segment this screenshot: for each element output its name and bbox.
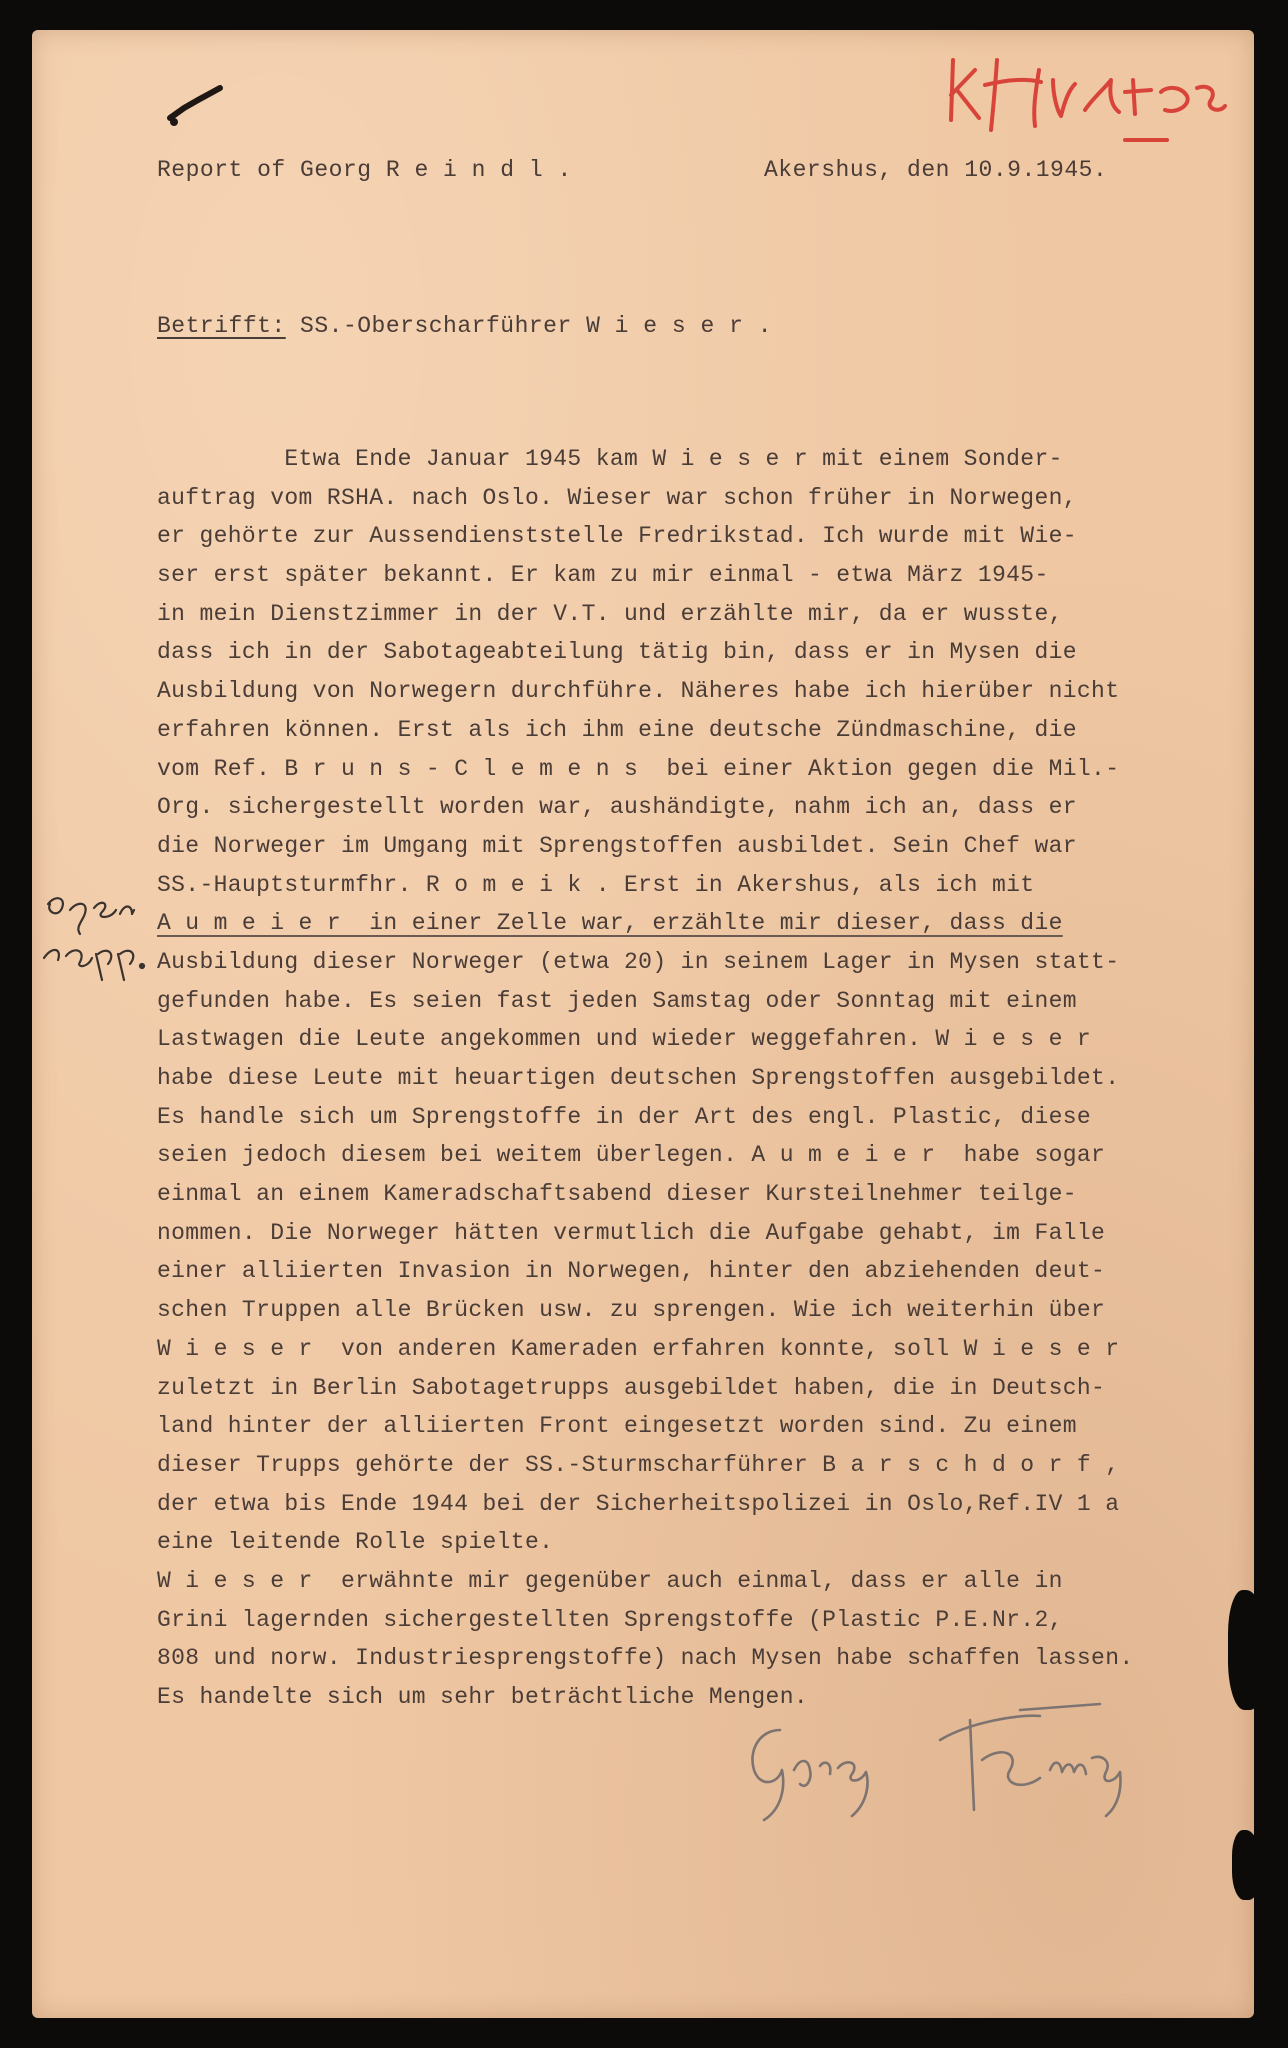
body-line: einmal an einem Kameradschaftsabend dieser Kursteilnehmer teilge- bbox=[157, 1181, 1077, 1208]
body-line: Org. sichergestellt worden war, aushändigte, nahm ich an, dass er bbox=[157, 794, 1077, 821]
subject-text: SS.-Oberscharführer W i e s e r . bbox=[285, 313, 773, 339]
body-line: vom Ref. B r u n s - C l e m e n s bei einer Aktion gegen die Mil.- bbox=[157, 755, 1120, 782]
subject-label: Betrifft: bbox=[157, 313, 286, 339]
body-line: eine leitende Rolle spielte. bbox=[157, 1529, 554, 1556]
body-line: SS.-Hauptsturmfhr. R o m e i k . Erst in Akershus, als ich mit bbox=[157, 871, 1035, 898]
report-date: Akershus, den 10.9.1945. bbox=[764, 157, 1108, 183]
body-line: er gehörte zur Aussendienststelle Fredrikstad. Ich wurde mit Wie- bbox=[157, 523, 1077, 550]
body-line: erfahren können. Erst als ich ihm eine deutsche Zündmaschine, die bbox=[157, 716, 1077, 743]
body-line: Etwa Ende Januar 1945 kam W i e s e r mit einem Sonder- bbox=[157, 446, 1063, 472]
body-line: dieser Trupps gehörte der SS.-Sturmscharführer B a r s c h d o r f , bbox=[157, 1451, 1120, 1478]
body-line: auftrag vom RSHA. nach Oslo. Wieser war schon früher in Norwegen, bbox=[157, 484, 1077, 511]
body-line: schen Truppen alle Brücken usw. zu sprengen. Wie ich weiterhin über bbox=[157, 1297, 1106, 1324]
body-line: nommen. Die Norweger hätten vermutlich die Aufgabe gehabt, im Falle bbox=[157, 1219, 1106, 1246]
body-line: zuletzt in Berlin Sabotagetrupps ausgebildet haben, die in Deutsch- bbox=[157, 1374, 1106, 1401]
body-line: dass ich in der Sabotageabteilung tätig bin, dass er in Mysen die bbox=[157, 639, 1077, 666]
body-line: Ausbildung dieser Norweger (etwa 20) in seinem Lager in Mysen statt- bbox=[157, 948, 1120, 975]
body-line: W i e s e r erwähnte mir gegenüber auch einmal, dass er alle in bbox=[157, 1567, 1063, 1594]
body-line: Lastwagen die Leute angekommen und wieder weggefahren. W i e s e r bbox=[157, 1026, 1092, 1053]
handwritten-red-note bbox=[935, 40, 1235, 150]
handwritten-margin-note bbox=[36, 880, 156, 990]
body-line: habe diese Leute mit heuartigen deutschen Sprengstoffen ausgebildet. bbox=[157, 1065, 1120, 1091]
body-line: Grini lagernden sichergestellten Sprengstoffe (Plastic P.E.Nr.2, bbox=[157, 1606, 1063, 1633]
body-line: A u m e i e r in einer Zelle war, erzählte mir dieser, dass die bbox=[157, 910, 1063, 937]
ink-blot-mark bbox=[160, 80, 240, 130]
body-line: land hinter der alliierten Front eingesetzt worden sind. Zu einem bbox=[157, 1413, 1077, 1440]
body-line: einer alliierten Invasion in Norwegen, hinter den abziehenden deut- bbox=[157, 1258, 1106, 1285]
body-line: seien jedoch diesem bei weitem überlegen. A u m e i e r habe sogar bbox=[157, 1142, 1106, 1169]
body-line: Es handelte sich um sehr beträchtliche Mengen. bbox=[157, 1684, 809, 1710]
body-line: Ausbildung von Norwegern durchführe. Näheres habe ich hierüber nicht bbox=[157, 678, 1120, 705]
subject-line bbox=[157, 313, 772, 339]
body-line: die Norweger im Umgang mit Sprengstoffen ausbildet. Sein Chef war bbox=[157, 832, 1077, 859]
body-line: W i e s e r von anderen Kameraden erfahren konnte, soll W i e s e r bbox=[157, 1335, 1120, 1362]
body-line: 808 und norw. Industriesprengstoffe) nach Mysen habe schaffen lassen. bbox=[157, 1645, 1134, 1672]
body-line: in mein Dienstzimmer in der V.T. und erzählte mir, da er wusste, bbox=[157, 600, 1063, 627]
report-title: Report of Georg R e i n d l . bbox=[157, 157, 572, 183]
body-line: der etwa bis Ende 1944 bei der Sicherheitspolizei in Oslo,Ref.IV 1 a bbox=[157, 1490, 1120, 1517]
report-body bbox=[157, 440, 1237, 1717]
body-line: ser erst später bekannt. Er kam zu mir einmal - etwa März 1945- bbox=[157, 562, 1049, 589]
body-line: gefunden habe. Es seien fast jeden Samstag oder Sonntag mit einem bbox=[157, 987, 1077, 1014]
body-line: Es handle sich um Sprengstoffe in der Art des engl. Plastic, diese bbox=[157, 1103, 1092, 1130]
handwritten-signature bbox=[720, 1700, 1220, 1840]
